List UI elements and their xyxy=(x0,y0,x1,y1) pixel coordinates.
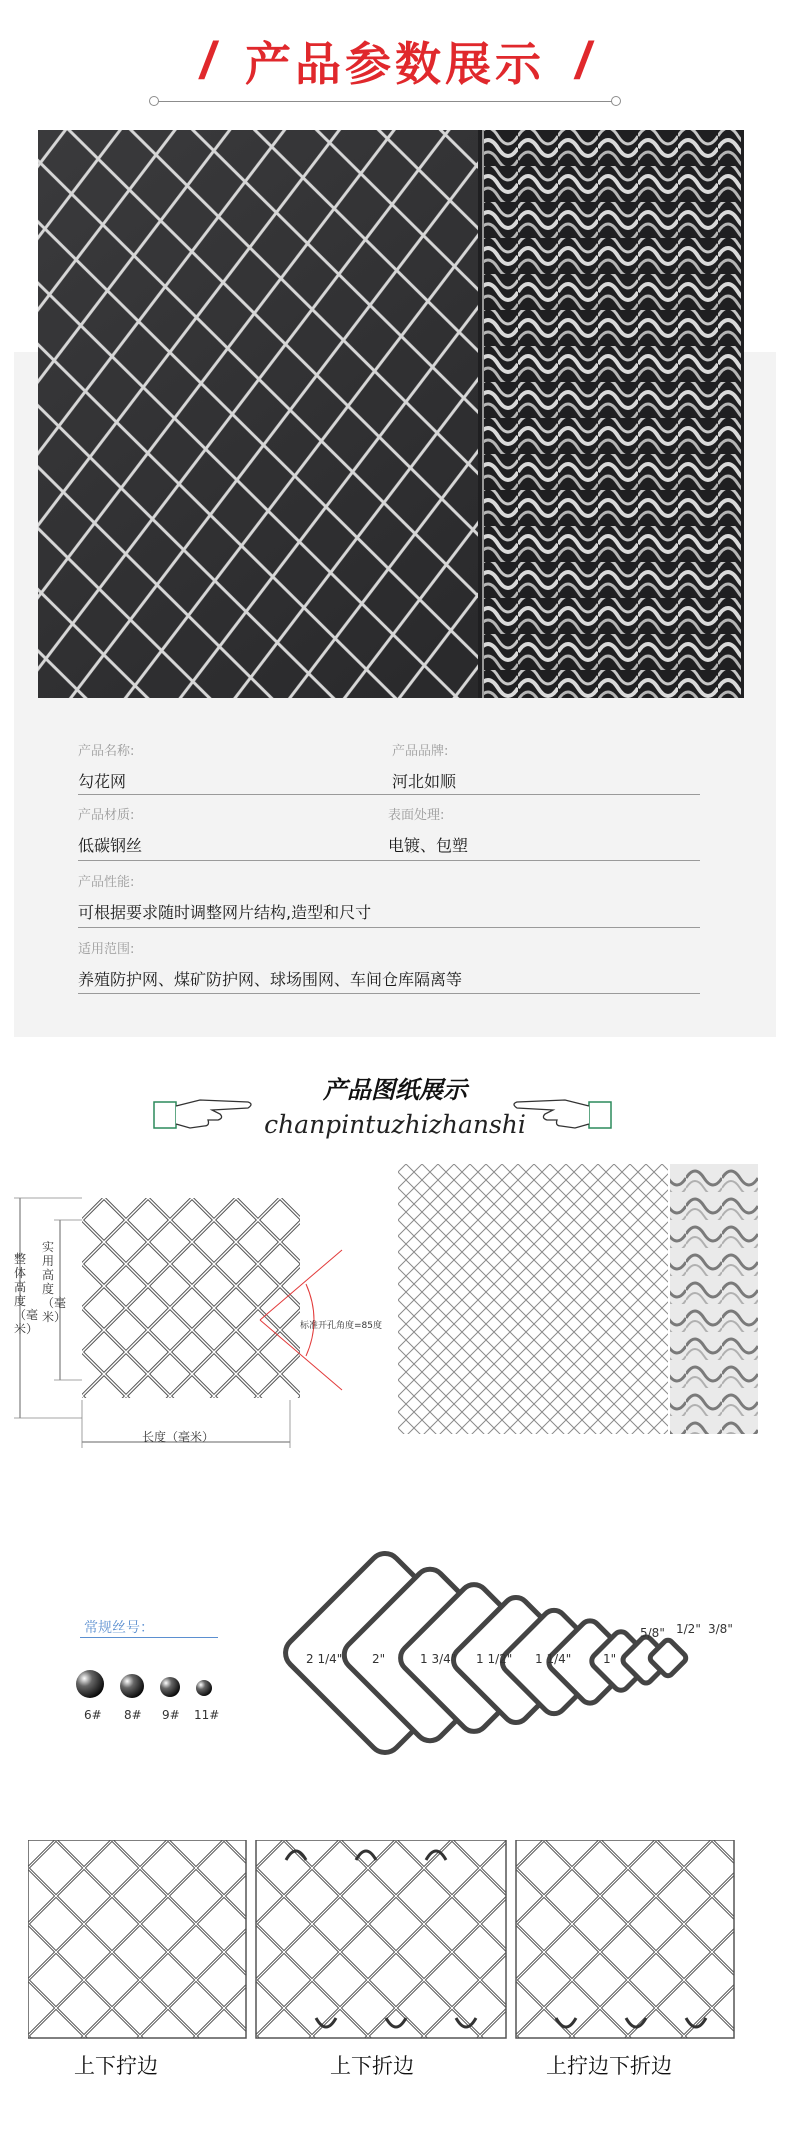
edge-panel-knuckled xyxy=(256,1840,506,2038)
drawing-section-subtitle: chanpintuzhizhanshi xyxy=(264,1110,526,1139)
param-scope xyxy=(78,938,462,990)
wire-gauge-icons xyxy=(70,1660,230,1710)
mesh-size-label: 1/2" xyxy=(676,1622,701,1636)
param-brand xyxy=(392,740,456,792)
title-divider xyxy=(154,101,616,102)
divider-dot-right xyxy=(611,96,621,106)
param-brand-value: 河北如顺 xyxy=(392,772,457,791)
wire-gauge-6-icon xyxy=(76,1670,104,1698)
param-material-value: 低碳钢丝 xyxy=(78,836,143,855)
param-material xyxy=(78,804,142,856)
param-surface-label: 表面处理: xyxy=(388,808,445,823)
mesh-size-label: 1" xyxy=(603,1652,617,1666)
edge-type-drawings xyxy=(28,1840,764,2040)
edge-panel-twisted xyxy=(28,1840,246,2038)
param-brand-label: 产品品牌: xyxy=(392,744,449,759)
product-photo xyxy=(38,130,744,698)
edge-caption-knuckled: 上下折边 xyxy=(330,2054,414,2078)
edge-panel-mixed xyxy=(516,1840,734,2038)
param-name-label: 产品名称: xyxy=(78,744,135,759)
drawing-section-title: 产品图纸展示 xyxy=(323,1075,467,1104)
param-performance-label: 产品性能: xyxy=(78,875,135,890)
usable-height-label: 实用高度（毫米） xyxy=(42,1240,67,1324)
param-divider xyxy=(78,794,700,795)
param-surface xyxy=(388,804,468,856)
pointing-hand-left-icon xyxy=(505,1088,615,1134)
param-scope-value: 养殖防护网、煤矿防护网、球场围网、车间仓库隔离等 xyxy=(78,970,463,989)
mesh-size-label: 1 3/4" xyxy=(420,1652,457,1666)
title-slash-left: / xyxy=(200,32,215,90)
section-title-text: 产品参数展示 xyxy=(245,37,545,91)
mesh-size-label: 2" xyxy=(372,1652,386,1666)
param-name-value: 勾花网 xyxy=(78,772,127,791)
param-divider xyxy=(78,860,700,861)
mesh-size-label: 3/8" xyxy=(708,1622,733,1636)
edge-caption-mixed: 上拧边下折边 xyxy=(546,2054,672,2078)
param-name xyxy=(78,740,134,792)
angle-label: 标准开孔角度=85度 xyxy=(300,1321,382,1331)
divider-dot-left xyxy=(149,96,159,106)
mesh-size-label: 1 1/4" xyxy=(535,1652,572,1666)
mesh-size-label: 5/8" xyxy=(640,1626,665,1640)
param-material-label: 产品材质: xyxy=(78,808,135,823)
wire-gauge-title: 常规丝号： xyxy=(84,1620,154,1636)
overall-height-label: 整体高度（毫米） xyxy=(14,1252,39,1336)
param-performance-value: 可根据要求随时调整网片结构,造型和尺寸 xyxy=(78,903,372,922)
title-slash-right: / xyxy=(575,32,590,90)
mesh-size-label: 2 1/4" xyxy=(306,1652,343,1666)
wire-gauge-label: 6# xyxy=(84,1708,102,1722)
param-divider xyxy=(78,993,700,994)
param-scope-label: 适用范围: xyxy=(78,942,135,957)
wire-gauge-11-icon xyxy=(196,1680,212,1696)
section-title xyxy=(0,28,790,94)
drawing-section-header xyxy=(0,1070,790,1150)
wire-gauge-underline xyxy=(80,1637,218,1638)
wire-gauge-9-icon xyxy=(160,1677,180,1697)
param-divider xyxy=(78,927,700,928)
param-performance xyxy=(78,871,371,923)
length-label: 长度（毫米） xyxy=(142,1430,215,1444)
param-surface-value: 电镀、包塑 xyxy=(388,836,469,855)
wire-gauge-label: 9# xyxy=(162,1708,180,1722)
fine-mesh-panel xyxy=(398,1164,760,1434)
wire-gauge-label: 8# xyxy=(124,1708,142,1722)
mesh-size-label: 1 1/2" xyxy=(476,1652,513,1666)
edge-caption-twisted: 上下拧边 xyxy=(74,2054,158,2078)
wire-gauge-label: 11# xyxy=(194,1708,220,1722)
wire-gauge-8-icon xyxy=(120,1674,144,1698)
